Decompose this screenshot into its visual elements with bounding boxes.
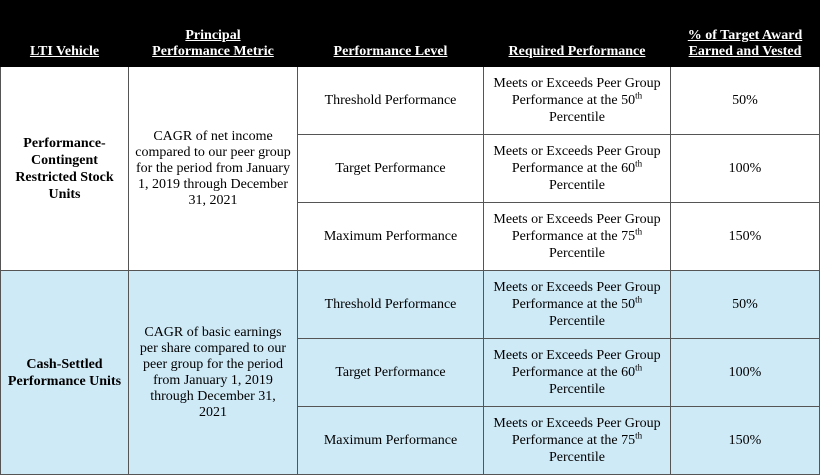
required-performance-tail: Percentile [549,178,605,193]
required-performance-cell [484,271,671,339]
performance-metric-cell: CAGR of net income compared to our peer group for the period from January 1, 2019 through December 31, 2021 [129,67,298,271]
required-performance-tail: Percentile [549,382,605,397]
award-percent-cell: 150% [671,407,820,475]
header-lti-vehicle [1,1,129,67]
header-lti-vehicle-label: LTI Vehicle [29,44,100,59]
performance-level-cell: Threshold Performance [298,67,484,135]
performance-level-cell: Target Performance [298,135,484,203]
lti-vehicle-cell: Cash-Settled Performance Units [1,271,129,475]
performance-metric-cell: CAGR of basic earnings per share compared to our peer group for the period from January 1, 2019 through December 31, 2021 [129,271,298,475]
award-percent-cell: 50% [671,271,820,339]
header-award-line1: % of Target Award [687,28,803,43]
award-percent-cell: 100% [671,135,820,203]
ordinal-suffix: th [635,362,643,373]
table-header-row [1,1,820,67]
required-performance-text: Meets or Exceeds Peer Group Performance at the 75 [493,212,661,244]
header-required-label: Required Performance [508,44,646,59]
ordinal-suffix: th [635,226,643,237]
required-performance-text: Meets or Exceeds Peer Group Performance at the 75 [493,416,661,448]
required-performance-text: Meets or Exceeds Peer Group Performance at the 60 [493,144,661,176]
ordinal-suffix: th [635,158,643,169]
required-performance-tail: Percentile [549,314,605,329]
required-performance-cell [484,203,671,271]
award-percent-cell: 50% [671,67,820,135]
award-percent-cell: 150% [671,203,820,271]
header-performance-level [298,1,484,67]
table-row [1,67,820,135]
performance-level-cell: Target Performance [298,339,484,407]
header-target-award [671,1,820,67]
header-required-performance [484,1,671,67]
required-performance-cell [484,135,671,203]
header-principal-metric [129,1,298,67]
table-row [1,271,820,339]
header-level-label: Performance Level [333,44,448,59]
required-performance-text: Meets or Exceeds Peer Group Performance at the 50 [493,76,661,108]
required-performance-cell [484,339,671,407]
performance-level-cell: Maximum Performance [298,203,484,271]
required-performance-cell [484,67,671,135]
lti-vehicle-cell: Performance-Contingent Restricted Stock Units [1,67,129,271]
required-performance-tail: Percentile [549,246,605,261]
ordinal-suffix: th [635,90,643,101]
award-percent-cell: 100% [671,339,820,407]
ordinal-suffix: th [635,430,643,441]
ordinal-suffix: th [635,294,643,305]
performance-level-cell: Threshold Performance [298,271,484,339]
required-performance-text: Meets or Exceeds Peer Group Performance at the 50 [493,280,661,312]
required-performance-cell [484,407,671,475]
header-metric-line1: Principal [185,28,241,43]
performance-level-cell: Maximum Performance [298,407,484,475]
header-award-line2: Earned and Vested [688,44,802,59]
required-performance-text: Meets or Exceeds Peer Group Performance at the 60 [493,348,661,380]
required-performance-tail: Percentile [549,450,605,465]
header-metric-line2: Performance Metric [152,44,274,59]
required-performance-tail: Percentile [549,110,605,125]
